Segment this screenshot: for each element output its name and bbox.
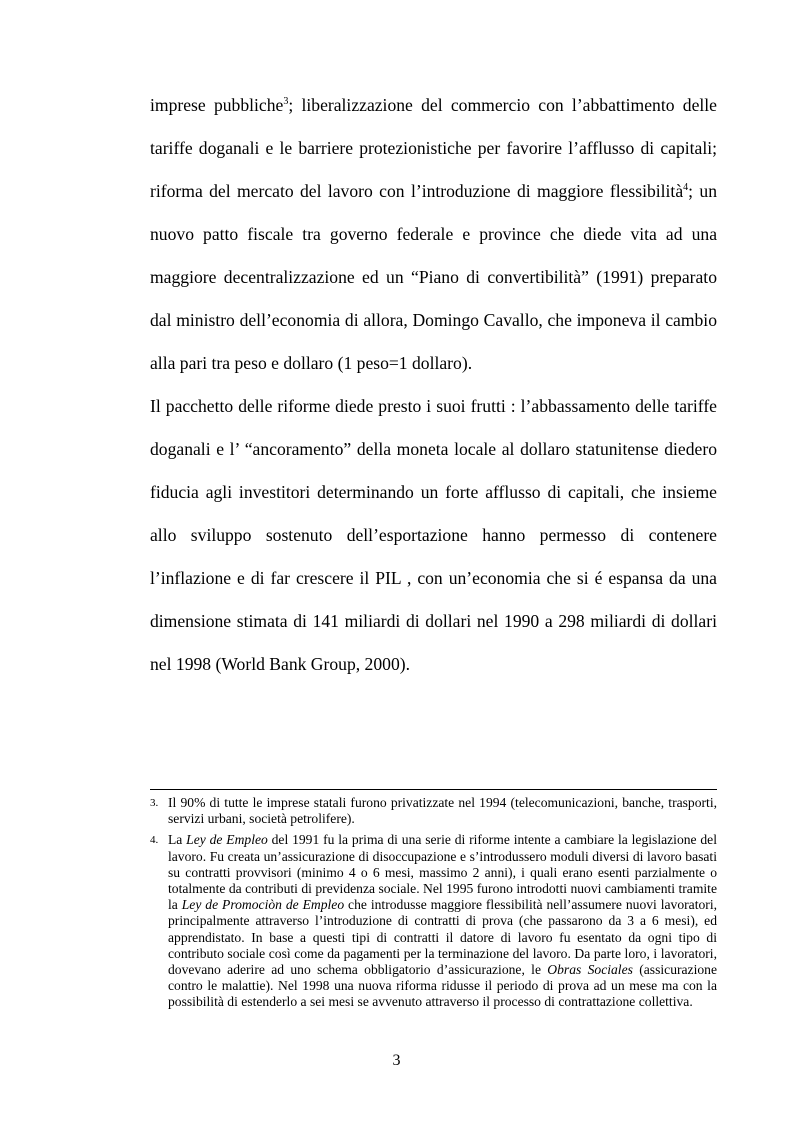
- footnote-marker: 3.: [150, 797, 159, 809]
- text-segment: imprese pubbliche: [150, 95, 284, 115]
- text-segment: ; un nuovo patto fiscale tra governo federale e province che diede vita ad una maggiore decentralizzazione ed un “Piano di convertibilità” (1991) preparato dal ministro dell’economia di allora, Domingo Cavallo, che imponeva il cambio alla pari tra peso e dollaro (1 peso=1 dollaro).: [150, 181, 717, 373]
- footnote-separator: [150, 789, 717, 790]
- paragraph-2: Il pacchetto delle riforme diede presto i suoi frutti : l’abbassamento delle tariffe doganali e l’ “ancoramento” della moneta locale al dollaro statunitense diedero fiducia agli investitori determinando un forte afflusso di capitali, che insieme allo sviluppo sostenuto dell’esportazione hanno permesso di contenere l’inflazione e di far crescere il PIL , con un’economia che si é espansa da una dimensione stimata di 141 miliardi di dollari nel 1990 a 298 miliardi di dollari nel 1998 (World Bank Group, 2000).: [150, 396, 717, 674]
- footnote-4: [150, 832, 717, 1010]
- text-segment: (assicurazione contro le malattie). Nel 1998 una nuova riforma ridusse il periodo di prova ad un mese ma con la possibilità di estenderlo a sei mesi se avvenuto attraverso il processo di contrattazione collettiva.: [168, 962, 717, 1010]
- footnote-3: [150, 795, 717, 827]
- text-segment: ; liberalizzazione del commercio con l’abbattimento delle tariffe doganali e le barriere protezionistiche per favorire l’afflusso di capitali; riforma del mercato del lavoro con l’introduzione di maggiore flessibilità: [150, 95, 717, 201]
- text-segment: del 1991 fu la prima di una serie di riforme intente a cambiare la legislazione del lavoro. Fu creata un’assicurazione di disoccupazione e s’introdussero moduli diversi di lavoro basati su contratti provvisori (minimo 4 o 6 mesi, massimo 2 anni), i quali erano esenti parzialmente o totalmente da contributi di previdenza sociale. Nel 1995 furono introdotti nuovi cambiamenti tramite la: [168, 832, 717, 913]
- paragraph-1: [150, 84, 717, 385]
- text-segment: che introdusse maggiore flessibilità nell’assumere nuovi lavoratori, principalmente attraverso l’introduzione di contratti di prova (che passarono da 3 a 6 mesi), ed apprendistato. In base a questi tipi di contratti il datore di lavoro fu esentato da ogni tipo di contributo sociale così come da pagamenti per la terminazione del lavoro. Da parte loro, i lavoratori, dovevano aderire ad uno schema obbligatorio d’assicurazione, le: [168, 897, 717, 978]
- main-text: [150, 84, 717, 686]
- footnote-ref-3: 3: [283, 96, 289, 107]
- italic-term: Obras Sociales: [547, 962, 633, 978]
- footnote-text: Il 90% di tutte le imprese statali furono privatizzate nel 1994 (telecomunicazioni, banche, trasporti, servizi urbani, società petrolifere).: [168, 795, 717, 827]
- page-number: 3: [392, 1052, 401, 1069]
- footnote-text: [168, 832, 717, 1009]
- italic-law-name: Ley de Promociòn de Empleo: [181, 897, 345, 913]
- footnote-marker: 4.: [150, 834, 159, 847]
- footnotes: [150, 795, 717, 1016]
- text-segment: La: [168, 832, 187, 848]
- footnote-ref-4: 4: [683, 182, 689, 193]
- italic-law-name: Ley de Empleo: [186, 832, 268, 848]
